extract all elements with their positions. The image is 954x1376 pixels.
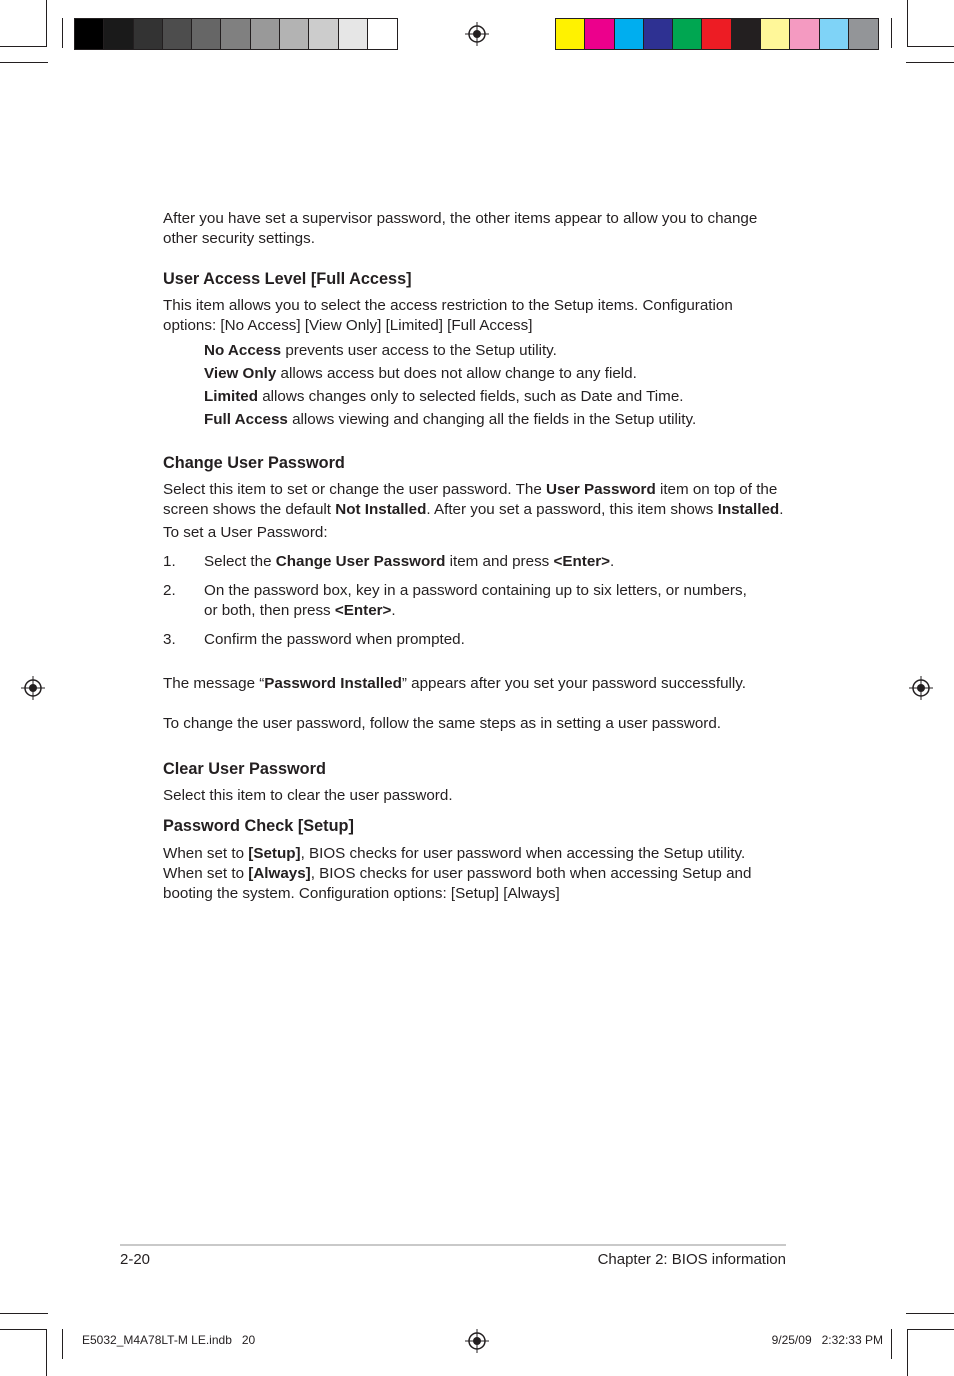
crop-mark: [0, 1329, 47, 1330]
crop-mark: [907, 0, 908, 47]
user-access-level-description: This item allows you to select the access restriction to the Setup items. Configuration options: [No Access] [View Only] [Limited] [Full Access]: [163, 297, 733, 334]
print-datetime: 9/25/09 2:32:33 PM: [771, 1333, 883, 1347]
intro-paragraph: After you have set a supervisor password, the other items appear to allow you to change other security settings.: [163, 210, 758, 247]
color-swatch: [820, 19, 849, 49]
change-user-password-heading: Change User Password: [163, 454, 345, 472]
crop-mark: [907, 1329, 908, 1376]
crop-mark: [907, 46, 954, 47]
page-number: 2-20: [120, 1251, 151, 1268]
page-content: [163, 209, 788, 904]
process-color-bar: [555, 18, 879, 50]
color-swatch: [134, 19, 163, 49]
crop-mark: [46, 1329, 47, 1376]
color-swatch: [75, 19, 104, 49]
color-swatch: [251, 19, 280, 49]
color-swatch: [702, 19, 731, 49]
registration-mark-icon: [21, 676, 45, 700]
color-swatch: [673, 19, 702, 49]
crop-mark: [0, 62, 48, 63]
clear-user-password-heading: Clear User Password: [163, 760, 326, 778]
crop-mark: [891, 1329, 892, 1359]
password-installed-message: The message “Password Installed” appears after you set your password successfully.: [163, 675, 746, 692]
list-item: 3. Confirm the password when prompted.: [163, 631, 465, 648]
grayscale-color-bar: [74, 18, 398, 50]
crop-mark: [907, 1329, 954, 1330]
list-item: 1. Select the Change User Password item and press <Enter>.: [163, 553, 615, 570]
to-set-label: To set a User Password:: [163, 524, 328, 541]
color-swatch: [221, 19, 250, 49]
crop-mark: [906, 62, 954, 63]
crop-mark: [46, 0, 47, 47]
color-swatch: [585, 19, 614, 49]
color-swatch: [556, 19, 585, 49]
registration-mark-icon: [465, 1329, 489, 1353]
crop-mark: [891, 18, 892, 48]
list-item: 2. On the password box, key in a password containing up to six letters, or numbers, or both, then press <Enter>.: [163, 582, 747, 619]
chapter-title: Chapter 2: BIOS information: [597, 1251, 786, 1268]
color-swatch: [790, 19, 819, 49]
file-slug: E5032_M4A78LT-M LE.indb 20: [82, 1333, 256, 1347]
access-option: Full Access allows viewing and changing all the fields in the Setup utility.: [204, 411, 697, 428]
clear-user-password-description: Select this item to clear the user password.: [163, 787, 453, 804]
change-user-password-description: Select this item to set or change the user password. The User Password item on top of the screen shows the default Not Installed. After you set a password, this item shows Installed.: [163, 481, 784, 518]
user-access-level-heading: User Access Level [Full Access]: [163, 270, 412, 288]
color-swatch: [104, 19, 133, 49]
registration-mark-icon: [909, 676, 933, 700]
registration-mark-icon: [465, 22, 489, 46]
color-swatch: [644, 19, 673, 49]
color-swatch: [309, 19, 338, 49]
footer-divider: [120, 1244, 786, 1246]
crop-mark: [0, 1313, 48, 1314]
crop-mark: [62, 1329, 63, 1359]
color-swatch: [339, 19, 368, 49]
access-option: Limited allows changes only to selected fields, such as Date and Time.: [204, 388, 684, 405]
crop-mark: [0, 46, 47, 47]
color-swatch: [192, 19, 221, 49]
color-swatch: [732, 19, 761, 49]
color-swatch: [849, 19, 878, 49]
crop-mark: [62, 18, 63, 48]
access-options-list: [163, 339, 788, 431]
change-password-note: To change the user password, follow the same steps as in setting a user password.: [163, 715, 722, 732]
color-swatch: [280, 19, 309, 49]
access-option: No Access prevents user access to the Setup utility.: [204, 342, 557, 359]
password-check-heading: Password Check [Setup]: [163, 817, 354, 835]
color-swatch: [368, 19, 397, 49]
color-swatch: [615, 19, 644, 49]
crop-mark: [906, 1313, 954, 1314]
access-option: View Only allows access but does not allow change to any field.: [204, 365, 637, 382]
password-check-description: When set to [Setup], BIOS checks for user password when accessing the Setup utility. When set to [Always], BIOS checks for user password both when accessing Setup and booting the system. Configuration options: [Setup] [Always]: [163, 845, 752, 902]
color-swatch: [163, 19, 192, 49]
color-swatch: [761, 19, 790, 49]
